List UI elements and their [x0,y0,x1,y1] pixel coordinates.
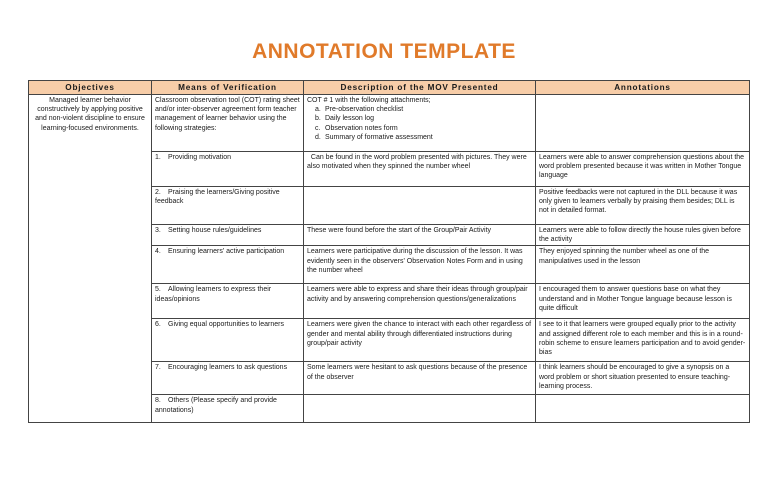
attachment-item: a. Pre-observation checklist [315,106,404,114]
strategy-label: Providing motivation [168,154,232,161]
strategy-label: Ensuring learners' active participation [168,248,285,256]
strategy-cell [152,284,304,319]
strategy-cell [152,246,304,284]
annotation-cell [536,395,750,423]
description-cell: Some learners were hesitant to ask questions because of the presence of the observer [304,362,536,395]
description-cell [304,395,536,423]
header-means-of-verification: Means of Verification [152,81,304,95]
annotation-cell: I see to it that learners were grouped equally prior to the activity and assigned different role to each member and this is in a round-robin scheme to ensure learners participation and to avoid gender-bias [536,319,750,362]
attachment-item: d. Summary of formative assessment [315,133,433,141]
description-cell: These were found before the start of the Group/Pair Activity [304,225,536,246]
annotation-cell: Learners were able to answer comprehension questions about the word problem presented because it was written in Mother Tongue language [536,152,750,187]
strategy-number: 1. [155,154,161,161]
strategy-number: 6. [155,321,161,329]
description-intro-cell [304,95,536,152]
annotation-cell: I encouraged them to answer questions base on what they understand and in Mother Tongue language because lesson is quite difficult [536,284,750,319]
strategy-cell [152,319,304,362]
strategy-label: Allowing learners to express their ideas/opinions [155,286,272,303]
annotation-table [28,80,750,423]
attachment-list [307,105,532,142]
strategy-number: 2. [155,189,161,196]
strategy-label: Encouraging learners to ask questions [168,364,288,372]
strategy-number: 7. [155,364,161,372]
strategy-cell [152,187,304,225]
header-annotations: Annotations [536,81,750,95]
annotation-intro-cell [536,95,750,152]
strategy-label: Praising the learners/Giving positive feedback [155,189,280,206]
strategy-number: 8. [155,397,161,405]
annotation-cell: Learners were able to follow directly the house rules given before the activity [536,225,750,246]
description-cell: Learners were able to express and share their ideas through group/pair activity and by answering comprehension questions/generalizations [304,284,536,319]
objective-cell: Managed learner behavior constructively by applying positive and non-violent discipline to ensure learning-focused environments. [29,95,152,423]
header-objectives: Objectives [29,81,152,95]
strategy-number: 4. [155,248,161,256]
strategy-cell [152,395,304,423]
description-cell [304,187,536,225]
description-cell: Learners were participative during the discussion of the lesson. It was evidently seen in the observers' Observation Notes Form and in using the number wheel [304,246,536,284]
strategy-number: 5. [155,286,161,294]
strategy-number: 3. [155,227,161,234]
description-cell: Learners were given the chance to interact with each other regardless of gender and mental ability through differentiated instructions during group/pair activity [304,319,536,362]
document-title: ANNOTATION TEMPLATE [252,40,516,63]
attachment-item: c. Observation notes form [315,124,398,132]
annotation-cell: I think learners should be encouraged to give a synopsis on a word problem or short situation presented to ensure teaching-learning process. [536,362,750,395]
strategy-cell [152,152,304,187]
annotation-cell: They enjoyed spinning the number wheel as one of the manipulatives used in the lesson [536,246,750,284]
strategy-cell [152,362,304,395]
mov-intro-cell: Classroom observation tool (COT) rating sheet and/or inter-observer agreement form teacher management of learner behavior using the following strategies: [152,95,304,152]
attachment-item: b. Daily lesson log [315,115,375,123]
description-cell: Can be found in the word problem presented with pictures. They were also motivated when they spinned the number wheel [304,152,536,187]
header-description: Description of the MOV Presented [304,81,536,95]
strategy-label: Giving equal opportunities to learners [168,321,284,329]
header-row [29,81,750,95]
description-intro-text: COT # 1 with the following attachments; [307,97,431,104]
strategy-cell [152,225,304,246]
intro-row [29,95,750,152]
strategy-label: Setting house rules/guidelines [168,227,262,234]
annotation-cell: Positive feedbacks were not captured in the DLL because it was only given to learners verbally by praising them besides; DLL is not in detailed format. [536,187,750,225]
strategy-label: Others (Please specify and provide annotations) [155,397,277,414]
